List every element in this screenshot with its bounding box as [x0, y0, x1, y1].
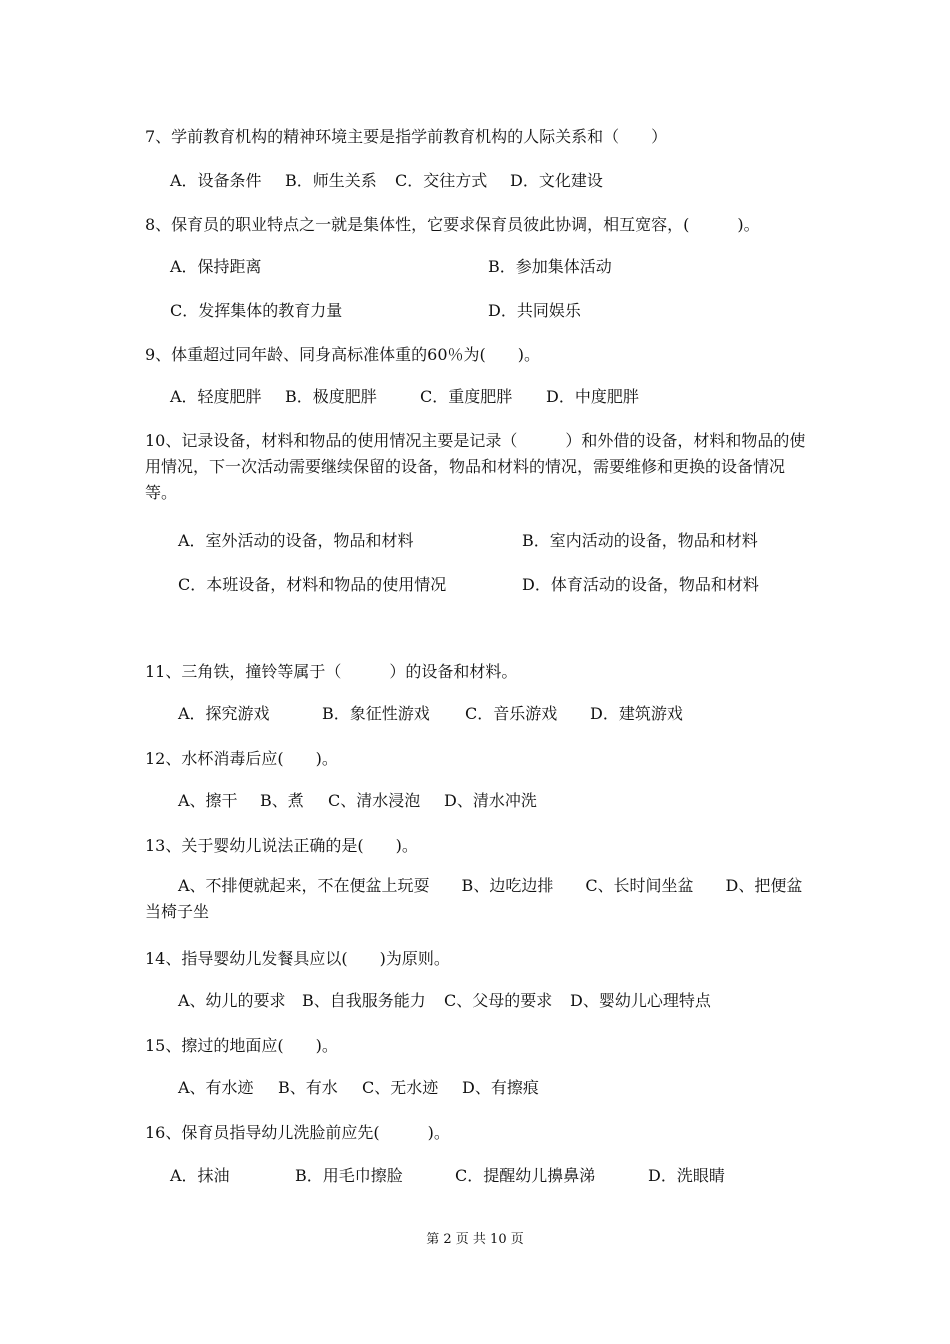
- q15-option-b: B、有水: [278, 1078, 338, 1097]
- question-13: 13、关于婴幼儿说法正确的是( )。: [145, 836, 418, 855]
- q9-option-b: B．极度肥胖: [285, 387, 377, 406]
- q10-option-d: D．体育活动的设备，物品和材料: [522, 575, 759, 594]
- question-8: 8、保育员的职业特点之一就是集体性，它要求保育员彼此协调，相互宽容，( )。: [145, 215, 760, 234]
- q8-option-c: C．发挥集体的教育力量: [170, 301, 343, 320]
- q16-option-b: B．用毛巾擦脸: [295, 1166, 403, 1185]
- q13-options: A、不排便就起来，不在便盆上玩耍 B、边吃边排 C、长时间坐盆 D、把便盆当椅子坐: [145, 876, 803, 921]
- q12-option-c: C、清水浸泡: [328, 791, 421, 810]
- q7-option-c: C．交往方式: [395, 171, 488, 190]
- q8-option-d: D．共同娱乐: [488, 301, 581, 320]
- question-15: 15、擦过的地面应( )。: [145, 1036, 338, 1055]
- q15-option-c: C、无水迹: [362, 1078, 439, 1097]
- question-10: 10、记录设备，材料和物品的使用情况主要是记录（ ）和外借的设备，材料和物品的使用情况，下一次活动需要继续保留的设备，物品和材料的情况，需要维修和更换的设备情况等。: [145, 431, 806, 502]
- question-12: 12、水杯消毒后应( )。: [145, 749, 338, 768]
- q9-option-a: A．轻度肥胖: [170, 387, 262, 406]
- q7-option-b: B．师生关系: [285, 171, 377, 190]
- q8-option-b: B．参加集体活动: [488, 257, 612, 276]
- q12-option-a: A、擦干: [178, 791, 238, 810]
- q10-option-a: A．室外活动的设备，物品和材料: [178, 531, 414, 550]
- q14-option-d: D、婴幼儿心理特点: [570, 991, 711, 1010]
- q15-option-a: A、有水迹: [178, 1078, 254, 1097]
- q16-option-c: C．提醒幼儿擤鼻涕: [455, 1166, 596, 1185]
- page-number-footer: 第 2 页 共 10 页: [426, 1232, 524, 1247]
- q7-option-a: A．设备条件: [170, 171, 262, 190]
- q11-option-d: D．建筑游戏: [590, 704, 683, 723]
- q15-option-d: D、有擦痕: [462, 1078, 539, 1097]
- q14-option-a: A、幼儿的要求: [178, 991, 286, 1010]
- question-16: 16、保育员指导幼儿洗脸前应先( )。: [145, 1123, 450, 1142]
- q9-option-c: C．重度肥胖: [420, 387, 513, 406]
- q12-option-b: B、煮: [260, 791, 304, 810]
- q9-option-d: D．中度肥胖: [546, 387, 639, 406]
- question-14: 14、指导婴幼儿发餐具应以( )为原则。: [145, 949, 450, 968]
- q16-option-a: A．抹油: [170, 1166, 230, 1185]
- q10-option-c: C．本班设备，材料和物品的使用情况: [178, 575, 447, 594]
- question-11: 11、三角铁，撞铃等属于（ ）的设备和材料。: [145, 662, 518, 681]
- q11-option-a: A．探究游戏: [178, 704, 270, 723]
- q12-option-d: D、清水冲洗: [444, 791, 537, 810]
- question-7: 7、学前教育机构的精神环境主要是指学前教育机构的人际关系和（ ）: [145, 127, 668, 146]
- q16-option-d: D．洗眼睛: [648, 1166, 725, 1185]
- q10-option-b: B．室内活动的设备，物品和材料: [522, 531, 758, 550]
- question-9: 9、体重超过同年龄、同身高标准体重的60％为( )。: [145, 345, 541, 364]
- q8-option-a: A．保持距离: [170, 257, 262, 276]
- q14-option-c: C、父母的要求: [444, 991, 553, 1010]
- q14-option-b: B、自我服务能力: [302, 991, 426, 1010]
- q11-option-b: B．象征性游戏: [322, 704, 430, 723]
- q7-option-d: D．文化建设: [510, 171, 603, 190]
- q11-option-c: C．音乐游戏: [465, 704, 558, 723]
